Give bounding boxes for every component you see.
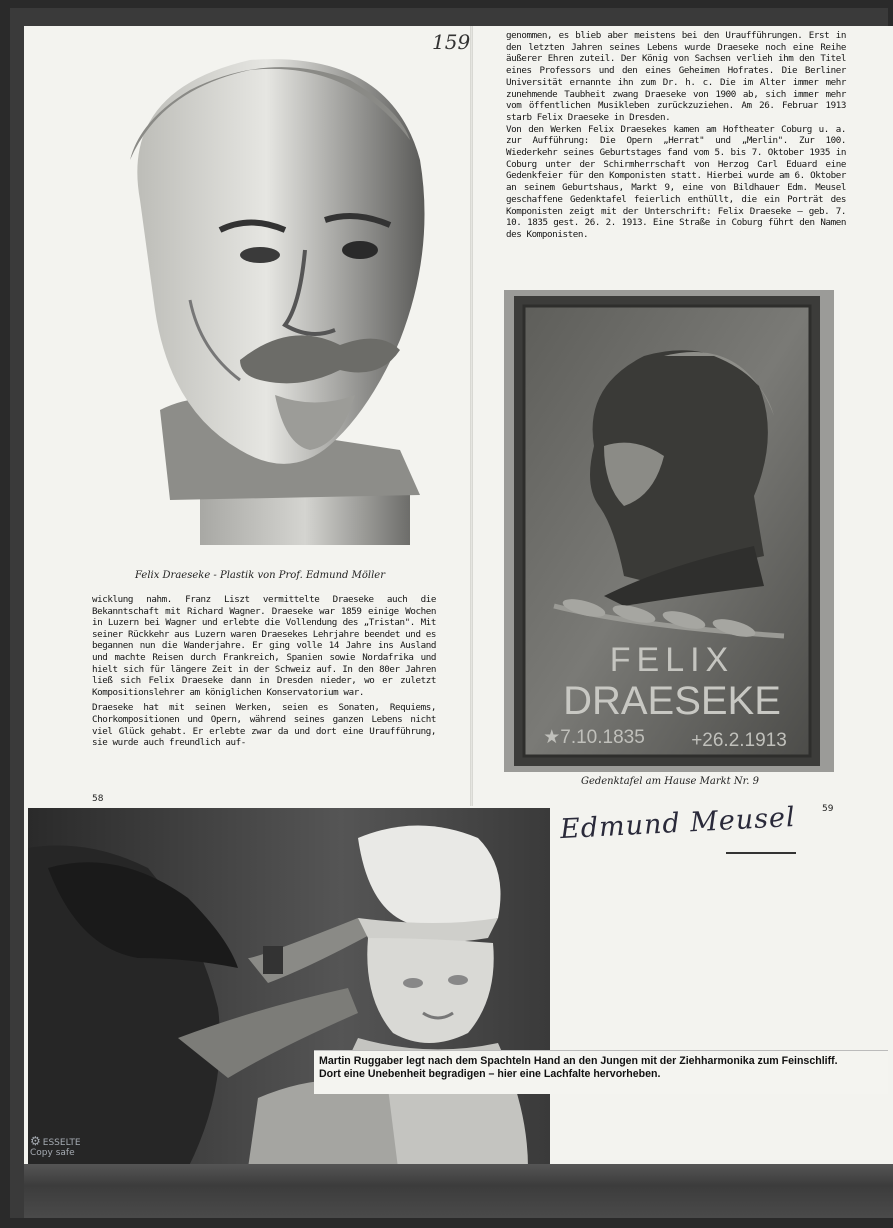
- page-number-right: 59: [822, 804, 834, 814]
- sleeve-bottom-edge: [24, 1164, 893, 1218]
- photo-caption: [314, 1050, 888, 1094]
- handwritten-underline: [726, 852, 796, 854]
- left-paragraph-2: Draeseke hat mit seinen Werken, seien es Sonaten, Requiems, Chorkompositionen und Opern, während seines ganzen Lebens nicht viel Glück gehabt. Er erlebte zwar da und dort eine Uraufführung, sie wurde auch freundlich auf-: [92, 702, 436, 749]
- plaque-last-name: DRAESEKE: [563, 679, 781, 723]
- plaque-caption: Gedenktafel am Hause Markt Nr. 9: [580, 776, 760, 787]
- right-paragraph-2: Von den Werken Felix Draesekes kamen am Hoftheater Coburg u. a. zur Aufführung: Die Opern „Herrat" und „Merlin". Zur 100. Wiederkehr seines Geburtstages fand vom 5. bis 7. Oktober 1935 in Coburg unter der Schirmherrschaft von Herzog Carl Eduard eine Gedenkfeier für den Komponisten statt. Hierbei wurde am 6. Oktober an seinem Geburtshaus, Markt 9, eine von Bildhauer Edm. Meusel geschaffene Gedenktafel feierlich enthüllt, die ein Porträt des Komponisten zeigt mit der Unterschrift: Felix Draeseke – geb. 7. 10. 1835 gest. 26. 2. 1913. Eine Straße in Coburg führt den Namen des Komponisten.: [506, 123, 846, 240]
- page-fold: [470, 26, 473, 806]
- photo-caption-line-2: Dort eine Unebenheit begradigen – hier eine Lachfalte hervorheben.: [319, 1068, 661, 1080]
- stamp-brand: ESSELTE: [42, 1138, 81, 1148]
- stamp-logo-icon: ⚙: [30, 1134, 41, 1148]
- left-paragraph-1: wicklung nahm. Franz Liszt vermittelte Draeseke auch die Bekanntschaft mit Richard Wagner. Draeseke war 1859 einige Wochen in Luzern bei Wagner und erlebte die Vollendung des „Tristan". Mit seiner Rückkehr aus Luzern waren Draesekes Lehrjahre beendet und es begannen nun die Wanderjahre. Er ging volle 14 Jahre ins Ausland und machte Reisen durch Frankreich, Spanien sowie Nordafrika und hielt sich für längere Zeit in der Schweiz auf. In den 80er Jahren ließ sich Felix Draeseke dann in Dresden nieder, wo er zuletzt Kompositionslehrer am königlichen Konservatorium war.: [92, 594, 436, 698]
- plaque-death-date: +26.2.1913: [691, 730, 787, 751]
- memorial-plaque-image: [514, 296, 820, 766]
- stamp-product: Copy safe: [30, 1148, 75, 1158]
- plaque-first-name: FELIX: [609, 641, 735, 679]
- plaque-birth-date: ★7.10.1835: [543, 727, 645, 748]
- handwritten-name: Edmund Meusel: [559, 801, 797, 846]
- bust-caption: Felix Draeseke - Plastik von Prof. Edmund Möller: [135, 570, 385, 581]
- left-text-column: [92, 594, 436, 753]
- page-number-left: 58: [92, 794, 104, 804]
- right-paragraph-1: genommen, es blieb aber meistens bei den Uraufführungen. Erst in den letzten Jahren seines Lebens wurde Draeseke noch eine Reihe äußerer Ehren zuteil. Der König von Sachsen verlieh ihm den Titel eines Professors und den eines Geheimen Hofrates. Die Berliner Universität ernannte ihn zum Dr. h. c. Die im Alter immer mehr zunehmende Taubheit zwang Draeseke von 1900 ab, sich immer mehr vom öffentlichen Musikleben zurückzuziehen. Am 26. Februar 1913 starb Felix Draeseke in Dresden.: [506, 30, 846, 123]
- right-text-column: [506, 30, 846, 241]
- sculptor-photo: [28, 808, 550, 1168]
- page-number-top: 159: [432, 30, 471, 54]
- photo-caption-line-1: Martin Ruggaber legt nach dem Spachteln Hand an den Jungen mit der Ziehharmonika zum Feinschliff.: [319, 1055, 838, 1067]
- sleeve-stamp: [30, 1134, 130, 1164]
- bust-sculpture-image: [100, 50, 440, 550]
